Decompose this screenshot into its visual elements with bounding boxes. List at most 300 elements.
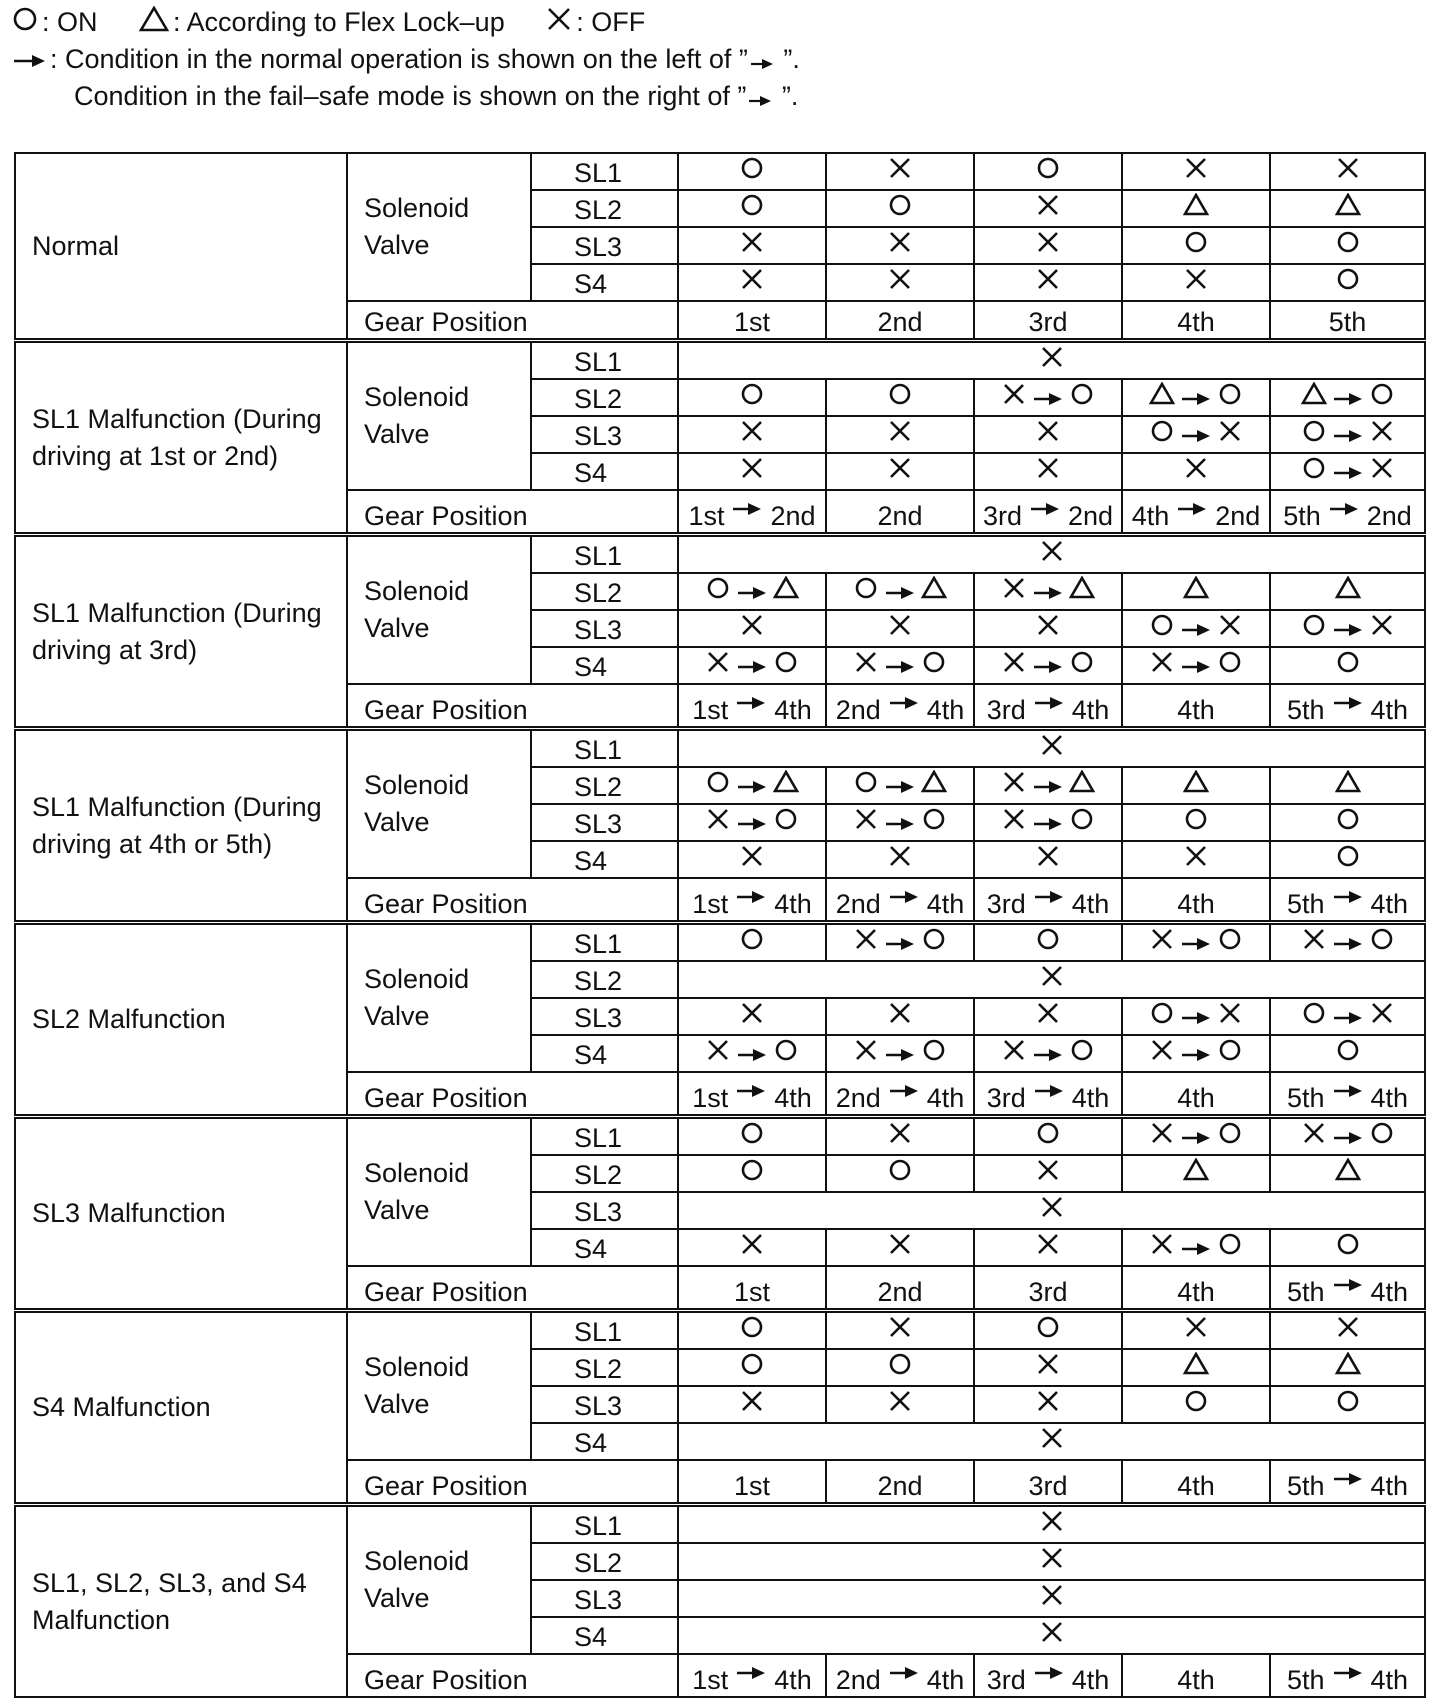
circle-icon	[887, 1158, 913, 1189]
solenoid-valve-label: Solenoid Valve	[347, 1311, 531, 1461]
circle-icon	[1301, 613, 1327, 644]
state-cell	[974, 379, 1122, 416]
cross-icon	[887, 156, 913, 187]
state-transition	[1149, 650, 1243, 681]
state-value	[887, 844, 913, 875]
arrow-right-icon	[885, 927, 915, 958]
solenoid-row	[15, 1311, 1425, 1350]
solenoid-name: SL2	[531, 767, 678, 804]
state-cell	[1122, 998, 1270, 1035]
state-value	[887, 1158, 913, 1189]
gear-label: 4th	[1370, 1471, 1409, 1501]
solenoid-valve-label: Solenoid Valve	[347, 153, 531, 301]
arrow-right-icon	[1181, 1038, 1211, 1069]
state-transition	[1301, 419, 1395, 450]
state-cell	[974, 647, 1122, 684]
state-cell-span	[678, 961, 1425, 998]
solenoid-name: SL2	[531, 1155, 678, 1192]
state-cell	[826, 227, 974, 264]
solenoid-valve-label: Solenoid Valve	[347, 1505, 531, 1655]
state-value	[739, 156, 765, 187]
solenoid-name: S4	[531, 264, 678, 301]
state-value	[739, 844, 765, 875]
state-value	[1183, 1389, 1209, 1420]
cross-icon	[1217, 613, 1243, 644]
circle-icon	[1183, 1389, 1209, 1420]
cross-icon	[1035, 1001, 1061, 1032]
state-cell	[678, 998, 826, 1035]
solenoid-row	[15, 923, 1425, 962]
gear-label: 4th	[774, 889, 812, 919]
circle-icon	[1069, 807, 1095, 838]
gear-cell	[1122, 1654, 1270, 1697]
gear-cell	[974, 878, 1122, 923]
state-transition	[1301, 613, 1395, 644]
circle-icon	[1069, 382, 1095, 413]
legend-flex-label: : According to Flex Lock–up	[173, 7, 505, 37]
cross-icon	[1369, 456, 1395, 487]
gear-transition	[987, 1655, 1110, 1696]
condition-group	[15, 923, 1425, 1117]
circle-icon	[921, 1038, 947, 1069]
gear-position-label: Gear Position	[347, 490, 678, 535]
cross-icon	[739, 844, 765, 875]
solenoid-name: S4	[531, 1617, 678, 1654]
state-value	[1183, 576, 1209, 607]
state-cell	[974, 1386, 1122, 1423]
state-cell	[974, 1311, 1122, 1350]
cross-icon	[1217, 1001, 1243, 1032]
solenoid-name: SL3	[531, 1386, 678, 1423]
state-cell	[1122, 1117, 1270, 1156]
state-cell	[826, 1117, 974, 1156]
state-value	[1183, 1315, 1209, 1346]
state-cell	[826, 453, 974, 490]
state-cell	[678, 573, 826, 610]
state-cell	[678, 923, 826, 962]
gear-label: 5th	[1286, 1665, 1325, 1695]
state-transition	[1149, 1001, 1243, 1032]
circle-icon	[1183, 230, 1209, 261]
cross-icon	[705, 650, 731, 681]
state-value	[1035, 419, 1061, 450]
gear-transition	[836, 879, 965, 920]
state-cell	[974, 1035, 1122, 1072]
gear-value	[877, 1276, 922, 1308]
arrow-right-icon	[736, 1655, 766, 1687]
cross-icon	[853, 650, 879, 681]
state-value	[887, 1121, 913, 1152]
gear-cell	[1122, 878, 1270, 923]
gear-label: 5th	[1286, 1471, 1325, 1501]
cross-icon	[1039, 1195, 1065, 1226]
arrow-right-icon	[885, 807, 915, 838]
solenoid-name: SL1	[531, 1117, 678, 1156]
arrow-right-icon	[1333, 879, 1363, 911]
arrow-right-icon	[737, 576, 767, 607]
state-cell	[1270, 416, 1425, 453]
triangle-icon	[773, 576, 799, 607]
state-value	[739, 1232, 765, 1263]
cross-icon	[1183, 156, 1209, 187]
state-cell	[678, 767, 826, 804]
state-transition	[1301, 927, 1395, 958]
circle-icon	[1335, 267, 1361, 298]
circle-icon	[887, 193, 913, 224]
gear-label: 2nd	[1067, 501, 1114, 531]
solenoid-name: S4	[531, 1035, 678, 1072]
arrow-right-icon	[1333, 1461, 1363, 1493]
circle-icon	[1301, 1001, 1327, 1032]
state-transition	[1149, 1038, 1243, 1069]
gear-value	[734, 306, 770, 338]
circle-icon	[1217, 927, 1243, 958]
state-cell	[1122, 573, 1270, 610]
solenoid-name: S4	[531, 1423, 678, 1460]
solenoid-name: SL1	[531, 923, 678, 962]
state-cell	[826, 1229, 974, 1266]
state-cell	[1122, 1386, 1270, 1423]
solenoid-row	[15, 1505, 1425, 1544]
gear-transition	[836, 1073, 965, 1114]
state-cell	[1122, 227, 1270, 264]
state-cell	[1122, 264, 1270, 301]
cross-icon	[1039, 1509, 1065, 1540]
gear-label: 1st	[692, 1083, 729, 1113]
gear-cell	[1270, 301, 1425, 341]
gear-cell	[826, 1266, 974, 1311]
arrow-right-icon	[737, 770, 767, 801]
gear-cell	[974, 1072, 1122, 1117]
state-cell	[1270, 1117, 1425, 1156]
circle-icon	[739, 927, 765, 958]
gear-transition	[983, 491, 1113, 532]
state-cell	[1122, 1035, 1270, 1072]
circle-icon	[1217, 650, 1243, 681]
state-value	[739, 613, 765, 644]
state-cell	[678, 841, 826, 878]
state-value	[1183, 1158, 1209, 1189]
gear-label: 5th	[1286, 1083, 1325, 1113]
circle-icon	[1035, 1315, 1061, 1346]
state-cell-span	[678, 1423, 1425, 1460]
gear-label: 2nd	[877, 1277, 923, 1307]
state-value	[1335, 193, 1361, 224]
triangle-icon	[1183, 193, 1209, 224]
state-cell	[826, 264, 974, 301]
condition-group	[15, 729, 1425, 923]
arrow-right-icon	[1333, 685, 1363, 717]
state-value	[887, 456, 913, 487]
gear-label: 4th	[926, 1083, 965, 1113]
state-cell	[974, 998, 1122, 1035]
arrow-right-icon	[1034, 879, 1064, 911]
state-value	[1183, 193, 1209, 224]
gear-value	[877, 1470, 922, 1502]
cross-icon	[705, 807, 731, 838]
state-value	[1035, 1389, 1061, 1420]
state-cell	[826, 1035, 974, 1072]
arrow-right-icon	[1181, 650, 1211, 681]
gear-label: 4th	[1177, 1083, 1215, 1113]
state-value	[739, 1001, 765, 1032]
solenoid-name: S4	[531, 1229, 678, 1266]
solenoid-valve-label: Solenoid Valve	[347, 535, 531, 685]
state-cell	[1122, 1229, 1270, 1266]
gear-value	[1329, 306, 1367, 338]
gear-transition	[1132, 491, 1261, 532]
state-cell	[1270, 190, 1425, 227]
circle-icon	[739, 1121, 765, 1152]
cross-icon	[1035, 456, 1061, 487]
state-value	[1335, 844, 1361, 875]
state-value	[1335, 1389, 1361, 1420]
state-cell	[1270, 1155, 1425, 1192]
state-value	[739, 1121, 765, 1152]
cross-icon	[739, 613, 765, 644]
state-cell	[1270, 1349, 1425, 1386]
gear-value	[1028, 1276, 1067, 1308]
state-value	[1035, 1001, 1061, 1032]
gear-label: 1st	[733, 1277, 771, 1307]
state-transition	[1301, 456, 1395, 487]
cross-icon	[1035, 419, 1061, 450]
state-value	[1035, 844, 1061, 875]
circle-icon	[1217, 382, 1243, 413]
condition-label: SL1 Malfunction (During driving at 1st or 2nd)	[15, 341, 347, 535]
gear-transition	[987, 1073, 1110, 1114]
gear-value	[1177, 1470, 1215, 1502]
state-value	[1183, 267, 1209, 298]
solenoid-valve-label: Solenoid Valve	[347, 923, 531, 1073]
state-cell	[826, 153, 974, 190]
state-cell	[1122, 453, 1270, 490]
cross-icon	[546, 5, 572, 42]
cross-icon	[887, 419, 913, 450]
triangle-icon	[1335, 1158, 1361, 1189]
cross-icon	[887, 1232, 913, 1263]
cross-icon	[1039, 1546, 1065, 1577]
solenoid-name: S4	[531, 647, 678, 684]
state-value	[1035, 230, 1061, 261]
state-value	[1035, 613, 1061, 644]
cross-icon	[887, 844, 913, 875]
gear-label: 1st	[692, 1665, 729, 1695]
state-transition	[853, 927, 947, 958]
state-value	[1335, 1158, 1361, 1189]
solenoid-name: SL1	[531, 153, 678, 190]
state-value	[1335, 650, 1361, 681]
gear-transition	[692, 1655, 812, 1696]
arrow-right-icon	[12, 42, 46, 79]
gear-value	[1028, 306, 1067, 338]
gear-cell	[678, 1654, 826, 1697]
arrow-right-icon	[1333, 419, 1363, 450]
circle-icon	[739, 382, 765, 413]
circle-icon	[1369, 382, 1395, 413]
state-cell	[1122, 190, 1270, 227]
state-cell	[678, 1035, 826, 1072]
state-cell	[1122, 1349, 1270, 1386]
arrow-right-icon	[1177, 491, 1207, 523]
cross-icon	[1301, 1121, 1327, 1152]
circle-icon	[739, 1158, 765, 1189]
state-value	[1335, 1315, 1361, 1346]
solenoid-name: SL3	[531, 1580, 678, 1617]
state-value	[887, 193, 913, 224]
gear-label: 1st	[688, 501, 725, 531]
state-value	[887, 1001, 913, 1032]
solenoid-row	[15, 153, 1425, 190]
gear-value	[877, 306, 922, 338]
state-value	[1335, 807, 1361, 838]
cross-icon	[739, 1389, 765, 1420]
cross-icon	[1035, 230, 1061, 261]
gear-label: 4th	[1177, 1277, 1215, 1307]
state-cell	[1270, 647, 1425, 684]
circle-icon	[1335, 650, 1361, 681]
state-cell	[974, 227, 1122, 264]
circle-icon	[1301, 419, 1327, 450]
triangle-icon	[1183, 576, 1209, 607]
arrow-right-icon	[736, 1073, 766, 1105]
gear-cell	[678, 1460, 826, 1505]
state-cell	[826, 573, 974, 610]
state-cell	[1122, 841, 1270, 878]
state-value	[1039, 1509, 1065, 1540]
gear-cell	[974, 1266, 1122, 1311]
state-cell-span	[678, 1543, 1425, 1580]
state-cell	[826, 1386, 974, 1423]
state-cell	[678, 1349, 826, 1386]
condition-group	[15, 535, 1425, 729]
state-value	[1183, 230, 1209, 261]
gear-cell	[1122, 1460, 1270, 1505]
gear-value	[1028, 1470, 1067, 1502]
cross-icon	[739, 1001, 765, 1032]
state-cell	[678, 647, 826, 684]
cross-icon	[1035, 1389, 1061, 1420]
state-cell	[1122, 416, 1270, 453]
state-value	[1039, 1195, 1065, 1226]
gear-cell	[678, 490, 826, 535]
triangle-icon	[921, 770, 947, 801]
state-cell	[1270, 379, 1425, 416]
cross-icon	[1149, 1038, 1175, 1069]
state-value	[1335, 1232, 1361, 1263]
state-value	[1039, 964, 1065, 995]
gear-label: 2nd	[1215, 501, 1261, 531]
state-cell	[678, 453, 826, 490]
gear-position-label: Gear Position	[347, 1072, 678, 1117]
state-transition	[853, 770, 947, 801]
cross-icon	[1183, 844, 1209, 875]
circle-icon	[1069, 1038, 1095, 1069]
arrow-right-icon	[737, 650, 767, 681]
state-value	[1335, 156, 1361, 187]
gear-cell	[826, 684, 974, 729]
gear-label: 4th	[1177, 1471, 1215, 1501]
gear-value	[1177, 694, 1215, 726]
gear-cell	[1122, 684, 1270, 729]
state-value	[887, 267, 913, 298]
gear-label: 3rd	[1028, 307, 1068, 337]
state-cell-span	[678, 1580, 1425, 1617]
cross-icon	[887, 1121, 913, 1152]
legend-arrow-line-1-suffix: ”.	[775, 44, 800, 74]
state-transition	[705, 807, 799, 838]
circle-icon	[773, 1038, 799, 1069]
state-cell	[974, 1117, 1122, 1156]
state-value	[1035, 1232, 1061, 1263]
circle-icon	[1149, 613, 1175, 644]
state-cell	[678, 264, 826, 301]
circle-icon	[1183, 807, 1209, 838]
gear-value	[734, 1276, 770, 1308]
condition-label: S4 Malfunction	[15, 1311, 347, 1505]
state-value	[739, 1389, 765, 1420]
arrow-right-icon	[1333, 1121, 1363, 1152]
gear-label: 1st	[733, 307, 771, 337]
state-cell	[1270, 923, 1425, 962]
state-value	[887, 382, 913, 413]
gear-label: 2nd	[877, 1471, 923, 1501]
gear-label: 1st	[692, 695, 729, 725]
cross-icon	[1035, 1158, 1061, 1189]
circle-icon	[1217, 1038, 1243, 1069]
state-cell-span	[678, 1505, 1425, 1544]
gear-label: 4th	[1177, 889, 1215, 919]
circle-icon	[739, 156, 765, 187]
state-transition	[853, 807, 947, 838]
gear-label: 4th	[1370, 1665, 1409, 1695]
arrow-right-icon	[1030, 491, 1060, 523]
gear-value	[734, 1470, 770, 1502]
cross-icon	[1301, 927, 1327, 958]
gear-label: 2nd	[835, 695, 881, 725]
state-value	[1335, 576, 1361, 607]
solenoid-name: SL2	[531, 1349, 678, 1386]
state-cell	[826, 610, 974, 647]
state-value	[739, 1352, 765, 1383]
state-value	[1039, 733, 1065, 764]
state-value	[1335, 1038, 1361, 1069]
gear-cell	[1122, 490, 1270, 535]
cross-icon	[887, 613, 913, 644]
solenoid-row	[15, 729, 1425, 768]
gear-label: 2nd	[835, 889, 881, 919]
circle-icon	[705, 576, 731, 607]
arrow-right-icon	[885, 650, 915, 681]
legend-symbols-line	[12, 4, 800, 41]
cross-icon	[1039, 733, 1065, 764]
state-value	[887, 613, 913, 644]
state-transition	[1301, 1121, 1395, 1152]
gear-transition	[836, 685, 965, 726]
gear-cell	[974, 490, 1122, 535]
state-cell	[1122, 647, 1270, 684]
state-cell	[1270, 1229, 1425, 1266]
circle-icon	[1035, 156, 1061, 187]
solenoid-row	[15, 341, 1425, 380]
gear-cell	[974, 1654, 1122, 1697]
state-cell	[1270, 153, 1425, 190]
gear-cell	[1270, 878, 1425, 923]
legend	[12, 4, 800, 115]
state-cell	[678, 610, 826, 647]
circle-icon	[739, 1315, 765, 1346]
cross-icon	[887, 230, 913, 261]
